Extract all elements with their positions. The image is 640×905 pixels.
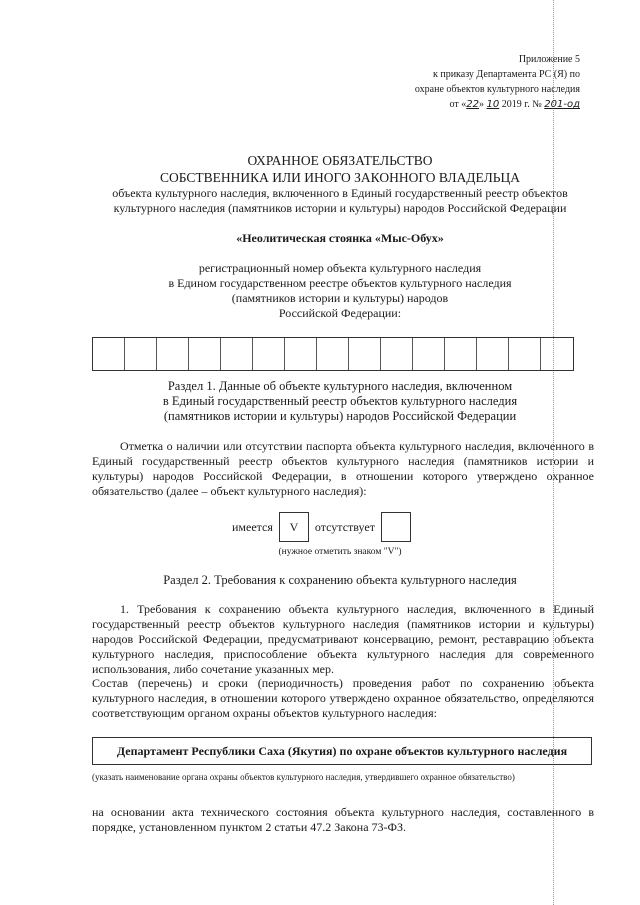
annex-block [415, 52, 580, 112]
reg-cell [509, 338, 541, 370]
reg-cell [125, 338, 157, 370]
registration-line-4: Российской Федерации: [278, 306, 402, 320]
present-checkbox[interactable]: V [279, 512, 309, 542]
date-separator: » [479, 99, 485, 110]
reg-cell [477, 338, 509, 370]
reg-cell [221, 338, 253, 370]
works-paragraph: Состав (перечень) и сроки (периодичность) проведения работ по сохранению объекта культурного наследия, в отношении которого утверждено охранное обязательство, определяются соответствующим органом охраны объектов культурного наследия: [92, 676, 594, 720]
date-day: 22 [466, 99, 480, 110]
annex-title: Приложение 5 [518, 54, 580, 65]
absent-label: отсутствует [314, 519, 375, 534]
registration-number-grid [92, 337, 574, 371]
passport-paragraph: Отметка о наличии или отсутствии паспорта объекта культурного наследия, включенного в Единый государственный реестр объектов культурного наследия (памятников истории и культуры) народов Российской Федерации, в отношении которого утверждено охранное обязательство (далее – объект культурного наследия): [92, 439, 594, 498]
section-1-line-1: Раздел 1. Данные об объекте культурного наследия, включенном [167, 379, 513, 393]
date-month: 10 [486, 99, 500, 110]
passport-choice [232, 512, 417, 542]
reg-cell [445, 338, 477, 370]
requirements-paragraph: 1. Требования к сохранению объекта культурного наследия, включенного в Единый государственный реестр объектов культурного наследия (памятников истории и культуры) народов Российской Федерации, предусматривают консервацию, ремонт, реставрацию объекта культурного наследия, приспособление объекта культурного наследия для современного использования, либо сочетание указанных мер. [92, 602, 594, 676]
registration-caption [80, 261, 600, 321]
section-1-line-2: в Единый государственный реестр объектов культурного наследия [162, 394, 518, 408]
reg-cell [285, 338, 317, 370]
absent-checkbox[interactable] [381, 512, 411, 542]
subtitle-line-2: культурного наследия (памятников истории и культуры) народов Российской Федерации [113, 201, 567, 215]
registration-line-3: (памятников истории и культуры) народов [231, 291, 449, 305]
annex-order-line: к приказу Департамента РС (Я) по [432, 69, 580, 80]
basis-paragraph: на основании акта технического состояния объекта культурного наследия, составленного в порядке, установленном пунктом 2 статьи 47.2 Закона 73-ФЗ. [92, 805, 594, 834]
reg-cell [253, 338, 285, 370]
date-year: 2019 г. № [501, 99, 542, 110]
order-number: 201-од [544, 99, 580, 110]
title-line-1: ОХРАННОЕ ОБЯЗАТЕЛЬСТВО [247, 153, 433, 168]
reg-cell [381, 338, 413, 370]
section-1-line-3: (памятников истории и культуры) народов Российской Федерации [163, 409, 517, 423]
registration-line-2: в Едином государственном реестре объектов культурного наследия [168, 276, 512, 290]
reg-cell [541, 338, 573, 370]
department-field: Департамент Республики Саха (Якутия) по охране объектов культурного наследия [92, 737, 592, 765]
document-subtitle [80, 186, 600, 216]
reg-cell [413, 338, 445, 370]
present-label: имеется [232, 519, 273, 534]
reg-cell [93, 338, 125, 370]
annex-order-line-2: охране объектов культурного наследия [414, 84, 580, 95]
reg-cell [189, 338, 221, 370]
registration-line-1: регистрационный номер объекта культурного наследия [198, 261, 482, 275]
reg-cell [317, 338, 349, 370]
annex-date-line [415, 97, 580, 112]
document-title [80, 152, 600, 186]
reg-cell [157, 338, 189, 370]
object-name: «Неолитическая стоянка «Мыс-Обух» [236, 231, 444, 245]
title-line-2: СОБСТВЕННИКА ИЛИ ИНОГО ЗАКОННОГО ВЛАДЕЛЬЦА [159, 170, 520, 185]
department-note: (указать наименование органа охраны объектов культурного наследия, утвердившего охранное обязательство) [92, 772, 515, 782]
section-1-heading [80, 379, 600, 424]
subtitle-line-1: объекта культурного наследия, включенного в Единый государственный реестр объектов [112, 186, 568, 200]
date-prefix: от « [449, 99, 467, 110]
choice-hint: (нужное отметить знаком "V") [278, 547, 402, 557]
reg-cell [349, 338, 381, 370]
section-2-heading: Раздел 2. Требования к сохранению объекта культурного наследия [163, 573, 517, 587]
